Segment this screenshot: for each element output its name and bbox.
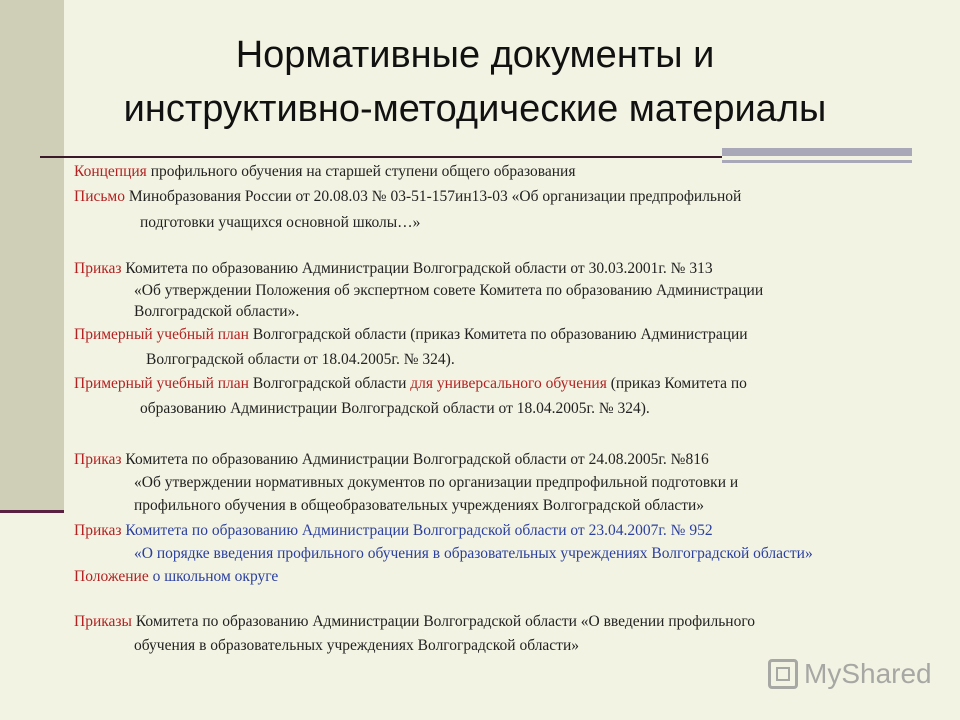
doc-highlight: для универсального обучения	[410, 375, 607, 392]
doc-line-15	[134, 544, 813, 564]
doc-text: подготовки учащихся основной школы…»	[140, 214, 421, 231]
doc-line-18	[134, 636, 579, 656]
doc-type: Концепция	[74, 163, 147, 180]
doc-text: Волгоградской области	[248, 375, 411, 392]
doc-line-1	[74, 162, 575, 182]
doc-text: Комитета по образованию Администрации Волгоградской области от 30.03.2001г. № 313	[121, 260, 713, 277]
doc-text: профильного обучения на старшей ступени общего образования	[146, 163, 576, 180]
doc-text: (приказ Комитета по	[606, 375, 747, 392]
doc-text: «Об утверждении нормативных документов по организации предпрофильной подготовки и	[134, 474, 739, 491]
doc-line-17	[74, 612, 755, 632]
divider-accent	[722, 148, 912, 156]
doc-text: «О порядке введения профильного обучения в образовательных учреждениях Волгоградской области»	[134, 545, 813, 562]
doc-type: Примерный учебный план	[74, 326, 249, 343]
doc-line-4	[74, 259, 713, 279]
doc-text: Комитета по образованию Администрации Волгоградской области «О введении профильного	[131, 613, 756, 630]
doc-type: Приказ	[74, 522, 122, 539]
doc-text: о школьном округе	[148, 568, 279, 585]
watermark-text: MyShared	[804, 658, 932, 689]
doc-type: Примерный учебный план	[74, 375, 249, 392]
doc-line-13	[134, 496, 704, 516]
doc-text: образованию Администрации Волгоградской области от 18.04.2005г. № 324).	[140, 400, 650, 417]
doc-line-11	[74, 450, 709, 470]
myshared-icon	[768, 659, 798, 689]
doc-text: профильного обучения в общеобразовательных учреждениях Волгоградской области»	[134, 497, 705, 514]
doc-text: Комитета по образованию Администрации Волгоградской области от 23.04.2007г. № 952	[121, 522, 713, 539]
doc-text: обучения в образовательных учреждениях Волгоградской области»	[134, 637, 580, 654]
doc-text: Минобразования России от 20.08.03 № 03-51-157ин13-03 «Об организации предпрофильной	[125, 188, 742, 205]
title-divider	[40, 156, 722, 158]
divider-accent-thin	[722, 160, 912, 163]
doc-line-5	[134, 281, 763, 301]
doc-line-6	[134, 302, 299, 322]
doc-text: Волгоградской области от 18.04.2005г. № 324).	[146, 351, 455, 368]
doc-text: Волгоградской области».	[134, 303, 300, 320]
doc-text: «Об утверждении Положения об экспертном совете Комитета по образованию Администрации	[134, 282, 764, 299]
doc-text: Волгоградской области (приказ Комитета по образованию Администрации	[248, 326, 748, 343]
doc-line-16	[74, 567, 278, 587]
left-decorative-bar	[0, 0, 64, 512]
doc-line-7	[74, 325, 748, 345]
doc-line-12	[134, 473, 738, 493]
title-line-2: инструктивно-методические материалы	[123, 88, 827, 130]
doc-type: Приказы	[74, 613, 132, 630]
doc-line-14	[74, 521, 713, 541]
doc-line-9	[74, 374, 747, 394]
doc-type: Приказ	[74, 260, 122, 277]
doc-line-3	[140, 213, 420, 233]
left-bar-underline	[0, 510, 64, 513]
doc-line-10	[140, 399, 650, 419]
doc-text: Комитета по образованию Администрации Волгоградской области от 24.08.2005г. №816	[121, 451, 709, 468]
doc-type: Письмо	[74, 188, 125, 205]
watermark-logo	[768, 656, 932, 692]
doc-type: Положение	[74, 568, 149, 585]
doc-line-8	[146, 350, 455, 370]
doc-type: Приказ	[74, 451, 122, 468]
doc-line-2	[74, 187, 741, 207]
title-line-1: Нормативные документы и	[235, 34, 715, 76]
slide-title	[80, 28, 870, 136]
